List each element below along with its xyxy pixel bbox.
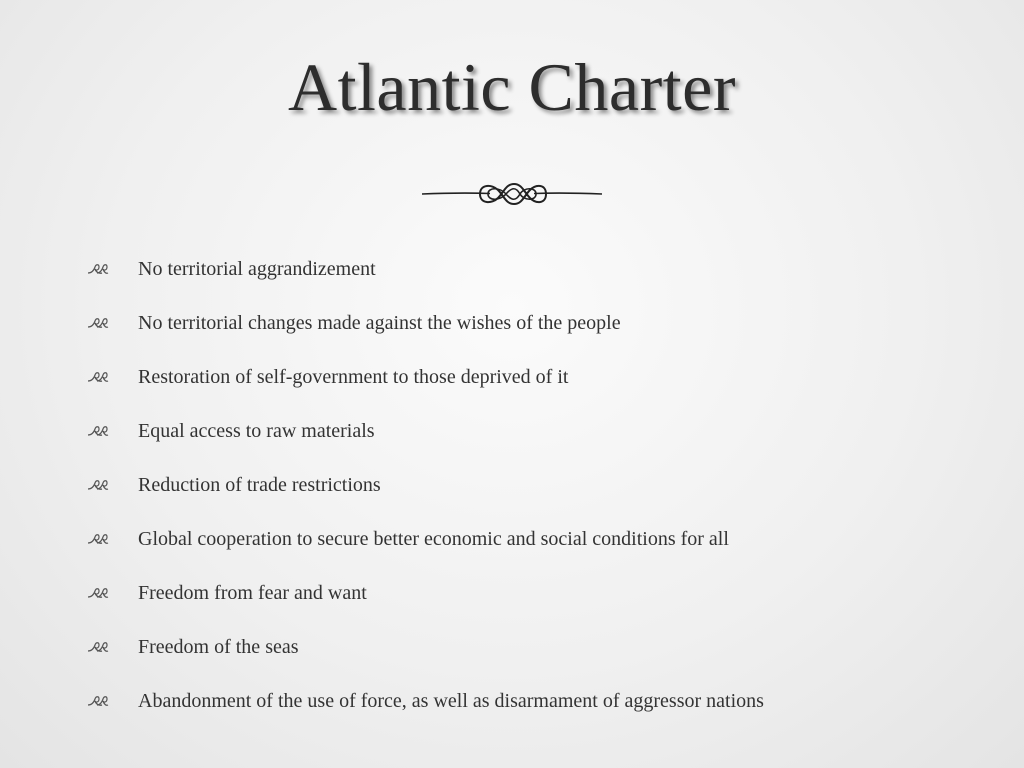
fern-leaf-icon	[86, 683, 138, 719]
list-item	[86, 296, 986, 350]
ornament-divider-icon	[420, 178, 604, 210]
fern-leaf-icon	[86, 305, 138, 341]
list-item	[86, 350, 986, 404]
list-item	[86, 458, 986, 512]
fern-leaf-icon	[86, 251, 138, 287]
list-item-text: Freedom of the seas	[138, 635, 299, 658]
list-item-text: No territorial aggrandizement	[138, 257, 376, 280]
list-item	[86, 620, 986, 674]
list-item-text: Equal access to raw materials	[138, 419, 375, 442]
fern-leaf-icon	[86, 629, 138, 665]
bullet-list	[86, 242, 986, 728]
list-item-text: Restoration of self-government to those deprived of it	[138, 365, 569, 388]
list-item-text: Global cooperation to secure better economic and social conditions for all	[138, 527, 729, 550]
list-item-text: Abandonment of the use of force, as well as disarmament of aggressor nations	[138, 689, 764, 712]
list-item	[86, 566, 986, 620]
list-item	[86, 404, 986, 458]
list-item-text: Reduction of trade restrictions	[138, 473, 381, 496]
list-item	[86, 242, 986, 296]
fern-leaf-icon	[86, 521, 138, 557]
list-item-text: Freedom from fear and want	[138, 581, 367, 604]
list-item-text: No territorial changes made against the wishes of the people	[138, 311, 621, 334]
slide-title: Atlantic Charter	[288, 49, 736, 125]
fern-leaf-icon	[86, 467, 138, 503]
fern-leaf-icon	[86, 413, 138, 449]
list-item	[86, 512, 986, 566]
fern-leaf-icon	[86, 575, 138, 611]
list-item	[86, 674, 986, 728]
fern-leaf-icon	[86, 359, 138, 395]
